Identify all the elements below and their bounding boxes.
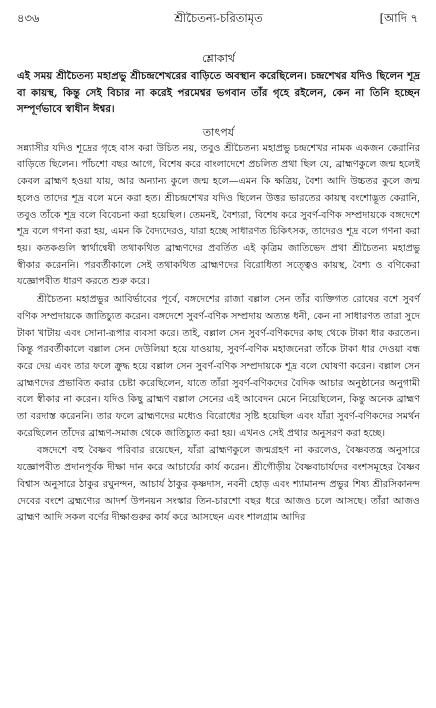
translation-heading: শ্লোকার্থ <box>202 52 235 65</box>
running-header <box>17 8 420 30</box>
purport-paragraph-3: বঙ্গদেশে বহু বৈষ্ণব পরিবার রয়েছেন, যাঁরা ব্রাহ্মণকুলে জন্মগ্রহণ না করলেও, বৈষ্ণবতন্ত্র অনুসারে যজ্ঞোপবীত প্রদানপূর্বক দীক্ষা দান করে আচার্যের কার্য করেন। শ্রীগৌড়ীয় বৈষ্ণবাচার্যদের বংশসমূহের বৈষ্ণব বিশ্বাস অনুসারে ঠাকুর রঘুনন্দন, আচার্য ঠাকুর কৃষ্ণদাস, নবনী হোড় এবং শ্যামানন্দ প্রভুর শিষ্য শ্রীরসিকানন্দ দেবের বংশে ব্রহ্মণ্যের আদর্শ উপনয়ন সংস্কার তিন-চারশো বছর ধরে আজও চলে আসছে। তাঁরা আজও ব্রাহ্মণ আদি সকল বর্ণের দীক্ষাগুরুর কার্য করে আসছেন এবং শালগ্রাম আদির <box>17 445 420 524</box>
purport-heading: তাৎপর্য <box>202 125 235 139</box>
page-number: ৪৩৬ <box>17 11 40 25</box>
translation-text: এই সময় শ্রীচৈতন্য মহাপ্রভু শ্রীচন্দ্রশেখরের বাড়িতে অবস্থান করেছিলেন। চন্দ্রশেখর যদিও ছিলেন শূদ্র বা কায়স্থ, কিন্তু সেই বিচার না করেই পরমেশ্বর ভগবান তাঁর গৃহে রইলেন, কেন না তিনি হচ্ছেন সম্পূর্ণভাবে স্বাধীন ঈশ্বর। <box>17 70 420 116</box>
section-label: [আদি ৭ <box>379 11 418 25</box>
purport-paragraph-2: শ্রীচৈতন্য মহাপ্রভুর আবির্ভাবের পূর্বে, বঙ্গদেশের রাজা বল্লাল সেন তাঁর ব্যক্তিগত রোষের বশে সুবর্ণ বণিক সম্প্রদায়কে জাতিচ্যুত করেন। বঙ্গদেশে সুবর্ণ-বণিক সম্প্রদায় অত্যন্ত ধনী, কেন না সাধারণত তারা সুদে টাকা খাটায় এবং সোনা-রূপার ব্যবসা করে। তাই, বল্লাল সেন সুবর্ণ-বণিকদের কাছ থেকে টাকা ধার করতেন। কিন্তু পরবর্তীকালে বল্লাল সেন দেউলিয়া হয়ে যাওয়ায়, সুবর্ণ-বণিক মহাজনেরা তাঁকে টাকা ধার দেওয়া বন্ধ করে দেয় এবং তার ফলে ক্রুদ্ধ হয়ে বল্লাল সেন সুবর্ণ-বণিক সম্প্রদায়কে শূদ্র বলে ঘোষণা করেন। বল্লাল সেন ব্রাহ্মণদের প্রভাবিত করার চেষ্টা করেছিলেন, যাতে তাঁরা সুবর্ণ-বণিকদের বৈদিক আচার অনুষ্ঠানের অনুগামী বলে স্বীকার না করেন। যদিও কিছু ব্রাহ্মণ বল্লাল সেনের এই আবেদন মেনে নিয়েছিলেন, কিন্তু অনেক ব্রাহ্মণ তা বরদাস্ত করেননি। তার ফলে ব্রাহ্মণদের মধ্যেও বিরোধের সৃষ্টি হয়েছিল এবং যাঁরা সুবর্ণ-বণিকদের সমর্থন করেছিলেন তাঁদের ব্রাহ্মণ-সমাজ থেকে জাতিচ্যুত করা হয়। এখনও সেই প্রথার অনুসরণ করা হচ্ছে। <box>17 294 420 439</box>
purport-paragraph-1: সন্ন্যাসীর যদিও শূদ্রের গৃহে বাস করা উচিত নয়, তবুও শ্রীচৈতন্য মহাপ্রভু চন্দ্রশেখর নামক একজন কেরানির বাড়িতে ছিলেন। পাঁচশো বছর আগে, বিশেষ করে বাংলাদেশে প্রচলিত প্রথা ছিল যে, ব্রাহ্মণকুলে জন্ম হলেই কেবল ব্রাহ্মণ হওয়া যায়, আর অন্যান্য কুলে জন্ম হলে—এমন কি ক্ষত্রিয়, বৈশ্য আদি উচ্চতর কুলে জন্ম হলেও তাদের শূদ্র বলে মনে করা হত। শ্রীচন্দ্রশেখর যদিও ছিলেন উত্তর ভারতের কায়স্থ বংশোদ্ভূত কেরানি, তবুও তাঁকে শূদ্র বলে বিবেচনা করা হয়েছিল। তেমনই, বৈশ্যরা, বিশেষ করে সুবর্ণ-বণিক সম্প্রদায়কে বঙ্গদেশে শূদ্র বলে গণনা করা হয়, এমন কি বৈদ্যদেরও, যারা হচ্ছে সাধারণত চিকিৎসক, তাদেরও শূদ্র বলে গণনা করা হয়। কতকগুলি স্বার্থান্বেষী তথাকথিত ব্রাহ্মণদের প্রবর্তিত এই কৃত্রিম জাতিভেদ প্রথা শ্রীচৈতন্য মহাপ্রভু স্বীকার করেননি। পরবর্তীকালে সেই তথাকথিত ব্রাহ্মণদের বিরোধিতা সত্ত্বেও কায়স্থ, বৈশ্য ও বণিকেরা যজ্ঞোপবীত ধারণ করতে শুরু করে। <box>17 142 420 288</box>
book-title: শ্রীচৈতন্য-চরিতামৃত <box>174 11 263 25</box>
